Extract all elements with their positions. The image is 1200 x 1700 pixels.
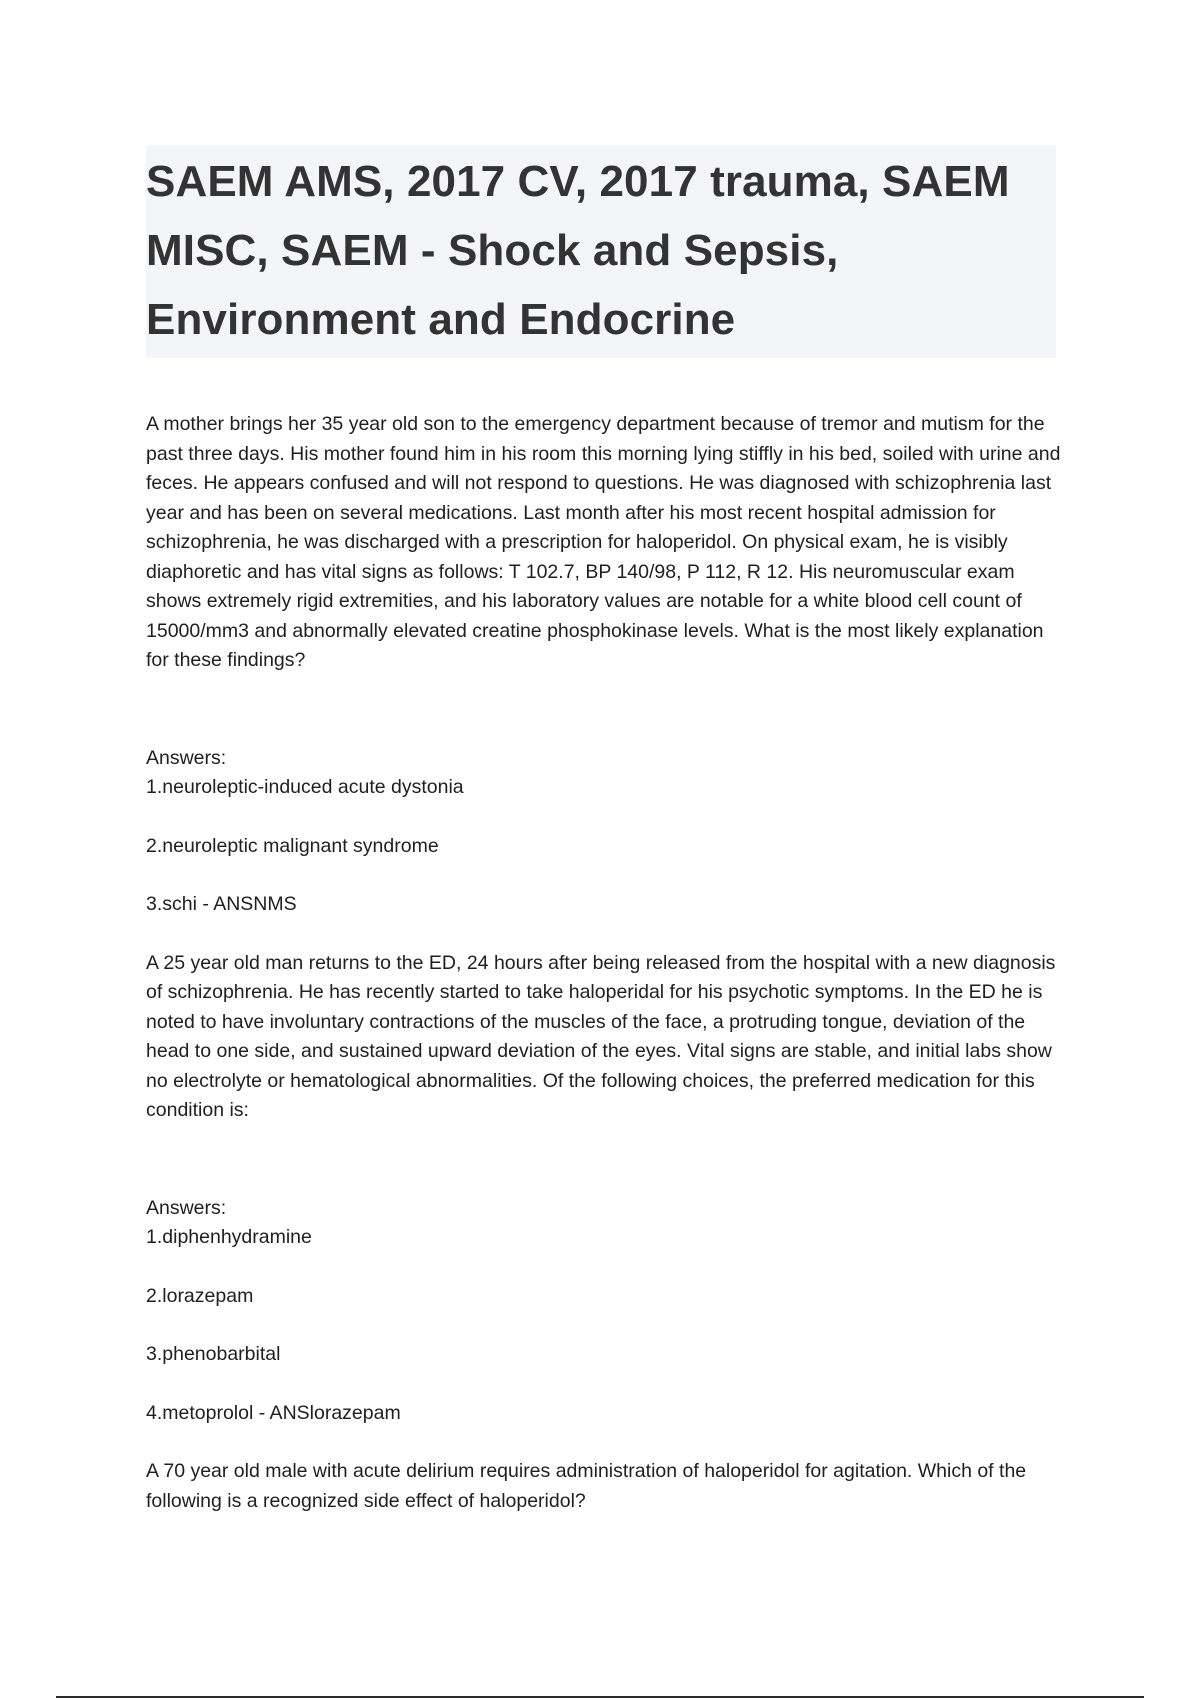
question-2-answers (146, 1194, 1066, 1429)
answer-option: 3.schi - ANSNMS (146, 893, 297, 915)
answer-option: 2.lorazepam (146, 1284, 254, 1307)
answer-option: 1.neuroleptic-induced acute dystonia (146, 776, 464, 798)
answer-option: 1.diphenhydramine (146, 1226, 312, 1248)
document-body (146, 410, 1066, 1516)
question-1-answers (146, 744, 1066, 920)
document-title: SAEM AMS, 2017 CV, 2017 trauma, SAEM MISC, SAEM - Shock and Sepsis, Environment and Endocrine (146, 157, 1010, 344)
answer-option: 2.neuroleptic malignant syndrome (146, 834, 439, 857)
question-3-text: A 70 year old male with acute delirium requires administration of haloperidol for agitation. Which of the following is a recognized side effect of haloperidol? (146, 1460, 1027, 1512)
answer-option: 4.metoprolol - ANSlorazepam (146, 1401, 401, 1424)
question-1-text: A mother brings her 35 year old son to the emergency department because of tremor and mutism for the past three days. His mother found him in his room this morning lying stiffly in his bed, soiled with urine and feces. He appears confused and will not respond to questions. He was diagnosed with schizophrenia last year and has been on several medications. Last month after his most recent hospital admission for schizophrenia, he was discharged with a prescription for haloperidol. On physical exam, he is visibly diaphoretic and has vital signs as follows: T 102.7, BP 140/98, P 112, R 12. His neuromuscular exam shows extremely rigid extremities, and his laboratory values are notable for a white blood cell count of 15000/mm3 and abnormally elevated creatine phosphokinase levels. What is the most likely explanation for these findings? (146, 413, 1061, 671)
answer-option: 3.phenobarbital (146, 1343, 281, 1365)
title-block (146, 145, 1056, 358)
page-bottom-rule (56, 1696, 1144, 1698)
answers-label: Answers: (146, 1196, 227, 1219)
answers-label: Answers: (146, 746, 227, 769)
question-2-text: A 25 year old man returns to the ED, 24 hours after being released from the hospital with a new diagnosis of schizophrenia. He has recently started to take haloperidal for his psychotic symptoms. In the ED he is noted to have involuntary contractions of the muscles of the face, a protruding tongue, deviation of the head to one side, and sustained upward deviation of the eyes. Vital signs are stable, and initial labs show no electrolyte or hematological abnormalities. Of the following choices, the preferred medication for this condition is: (146, 951, 1056, 1121)
